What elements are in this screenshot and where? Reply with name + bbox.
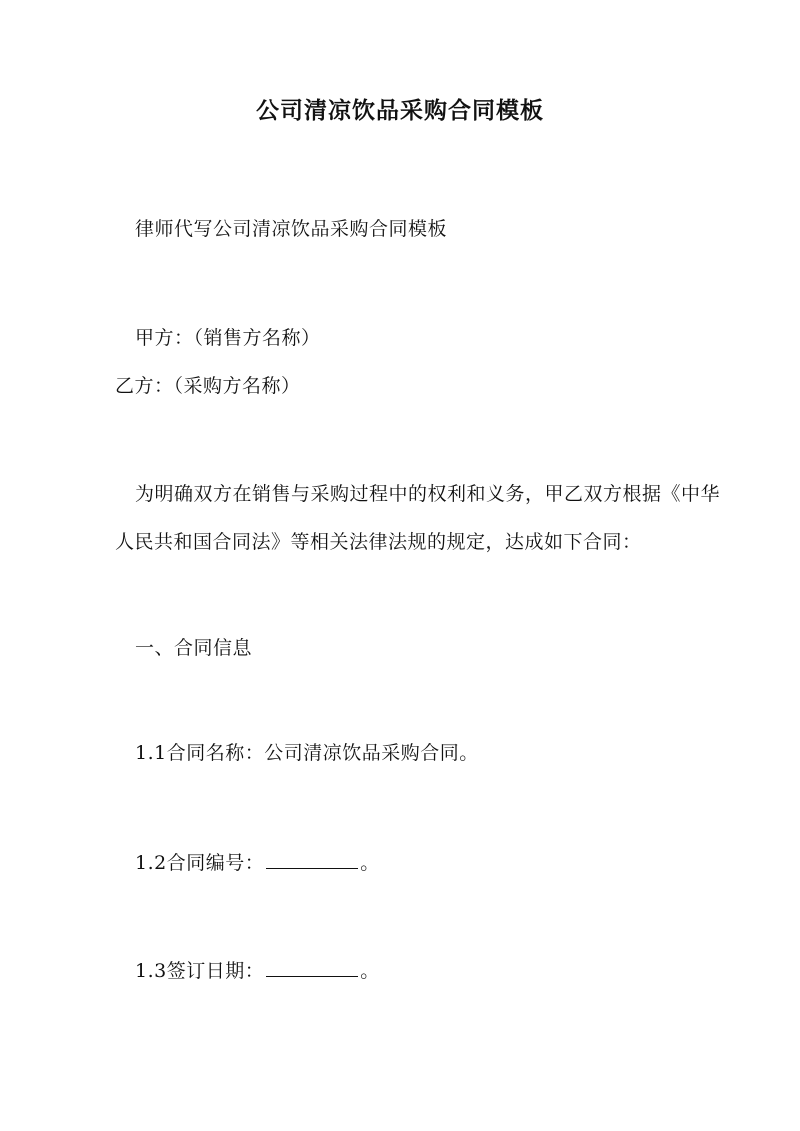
clause-1-3-end: 。 (360, 960, 380, 982)
document-subtitle: 律师代写公司清凉饮品采购合同模板 (135, 218, 448, 240)
preamble-line-1: 为明确双方在销售与采购过程中的权利和义务，甲乙双方根据《中华 (135, 483, 721, 505)
clause-1-2 (135, 850, 380, 875)
clause-1-2-label: 1.2合同编号： (135, 852, 265, 874)
clause-1-2-end: 。 (360, 852, 380, 874)
clause-1-3-label: 1.3签订日期： (135, 960, 265, 982)
document-title: 公司清凉饮品采购合同模板 (256, 97, 544, 124)
contract-number-blank (266, 850, 358, 869)
preamble-line-2: 人民共和国合同法》等相关法律法规的规定，达成如下合同： (115, 531, 642, 553)
clause-1-1: 1.1合同名称：公司清凉饮品采购合同。 (135, 742, 479, 764)
party-a-line: 甲方：（销售方名称） (135, 327, 321, 349)
signing-date-blank (266, 958, 358, 977)
section-1-heading: 一、合同信息 (135, 637, 253, 659)
party-b-line: 乙方：（采购方名称） (115, 375, 301, 397)
clause-1-3 (135, 958, 380, 983)
